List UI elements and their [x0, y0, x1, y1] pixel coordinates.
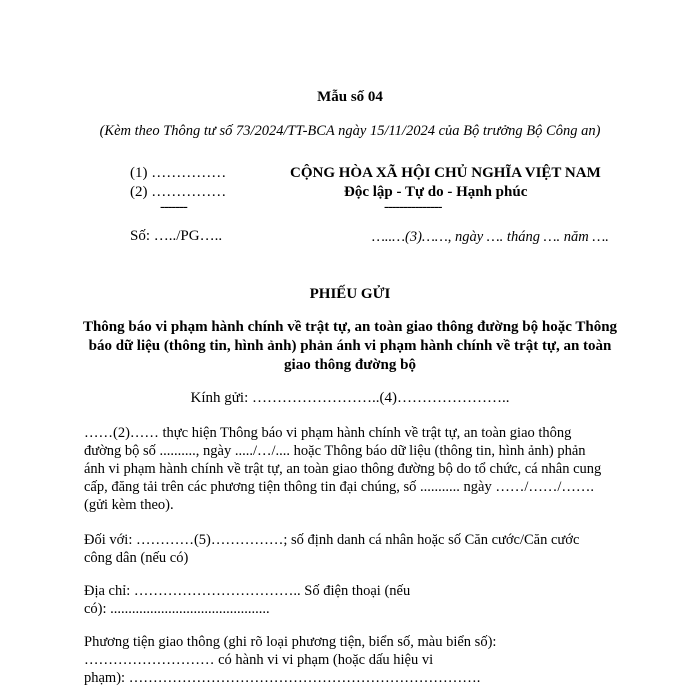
document-title: PHIẾU GỬI	[309, 286, 391, 302]
paragraph-line: (gửi kèm theo).	[84, 497, 174, 513]
agency-line-2: (2) ……………	[130, 184, 227, 200]
paragraph-line: công dân (nếu có)	[84, 550, 189, 566]
form-number: Mẫu số 04	[317, 89, 383, 105]
paragraph-line: ……(2)…… thực hiện Thông báo vi phạm hành chính về trật tự, an toàn giao thông	[84, 425, 572, 441]
attachment-note: (Kèm theo Thông tư số 73/2024/TT-BCA ngày 15/11/2024 của Bộ trưởng Bộ Công an)	[99, 123, 601, 139]
agency-line-1: (1) ……………	[130, 165, 227, 181]
subtitle-line: Thông báo vi phạm hành chính về trật tự, an toàn giao thông đường bộ hoặc Thông	[82, 319, 618, 335]
address-paragraph	[84, 582, 604, 618]
recipient-line: Kính gửi: ……………………..(4)…………………..	[190, 390, 510, 406]
notice-paragraph	[84, 424, 604, 514]
paragraph-line: Đối với: …………(5)……………; số định danh cá nhân hoặc số Căn cước/Căn cước	[84, 532, 580, 548]
paragraph-line: cấp, đăng tải trên các phương tiện thông tin đại chúng, số ........... ngày ……/……/…….	[84, 479, 595, 495]
nation-title: CỘNG HÒA XÃ HỘI CHỦ NGHĨA VIỆT NAM	[290, 165, 601, 181]
right-divider: ---------------	[384, 199, 442, 215]
paragraph-line: có): ............................................	[84, 601, 270, 617]
vehicle-paragraph	[84, 633, 604, 687]
subtitle-line: báo dữ liệu (thông tin, hình ảnh) phản ánh vi phạm hành chính về trật tự, an toàn	[88, 338, 612, 354]
document-subtitle	[0, 318, 700, 375]
paragraph-line: Phương tiện giao thông (ghi rõ loại phương tiện, biển số, màu biển số):	[84, 634, 497, 650]
document-number: Số: …../PG…..	[130, 228, 223, 244]
paragraph-line: ……………………… có hành vi vi phạm (hoặc dấu hiệu vi	[84, 652, 434, 668]
subtitle-line: giao thông đường bộ	[284, 357, 416, 373]
paragraph-line: đường bộ số .........., ngày ...../…/.... hoặc Thông báo dữ liệu (thông tin, hình ảnh) phản	[84, 443, 586, 459]
paragraph-line: Địa chỉ: …………………………….. Số điện thoại (nếu	[84, 583, 411, 599]
subject-paragraph	[84, 531, 604, 567]
paragraph-line: phạm): ……………………………………………………………….	[84, 670, 481, 686]
left-divider: -------	[160, 199, 187, 215]
motto: Độc lập - Tự do - Hạnh phúc	[344, 184, 528, 200]
paragraph-line: ánh vi phạm hành chính về trật tự, an toàn giao thông đường bộ do tổ chức, cá nhân cung	[84, 461, 602, 477]
date-line: …..…(3)……, ngày …. tháng …. năm ….	[372, 229, 609, 245]
